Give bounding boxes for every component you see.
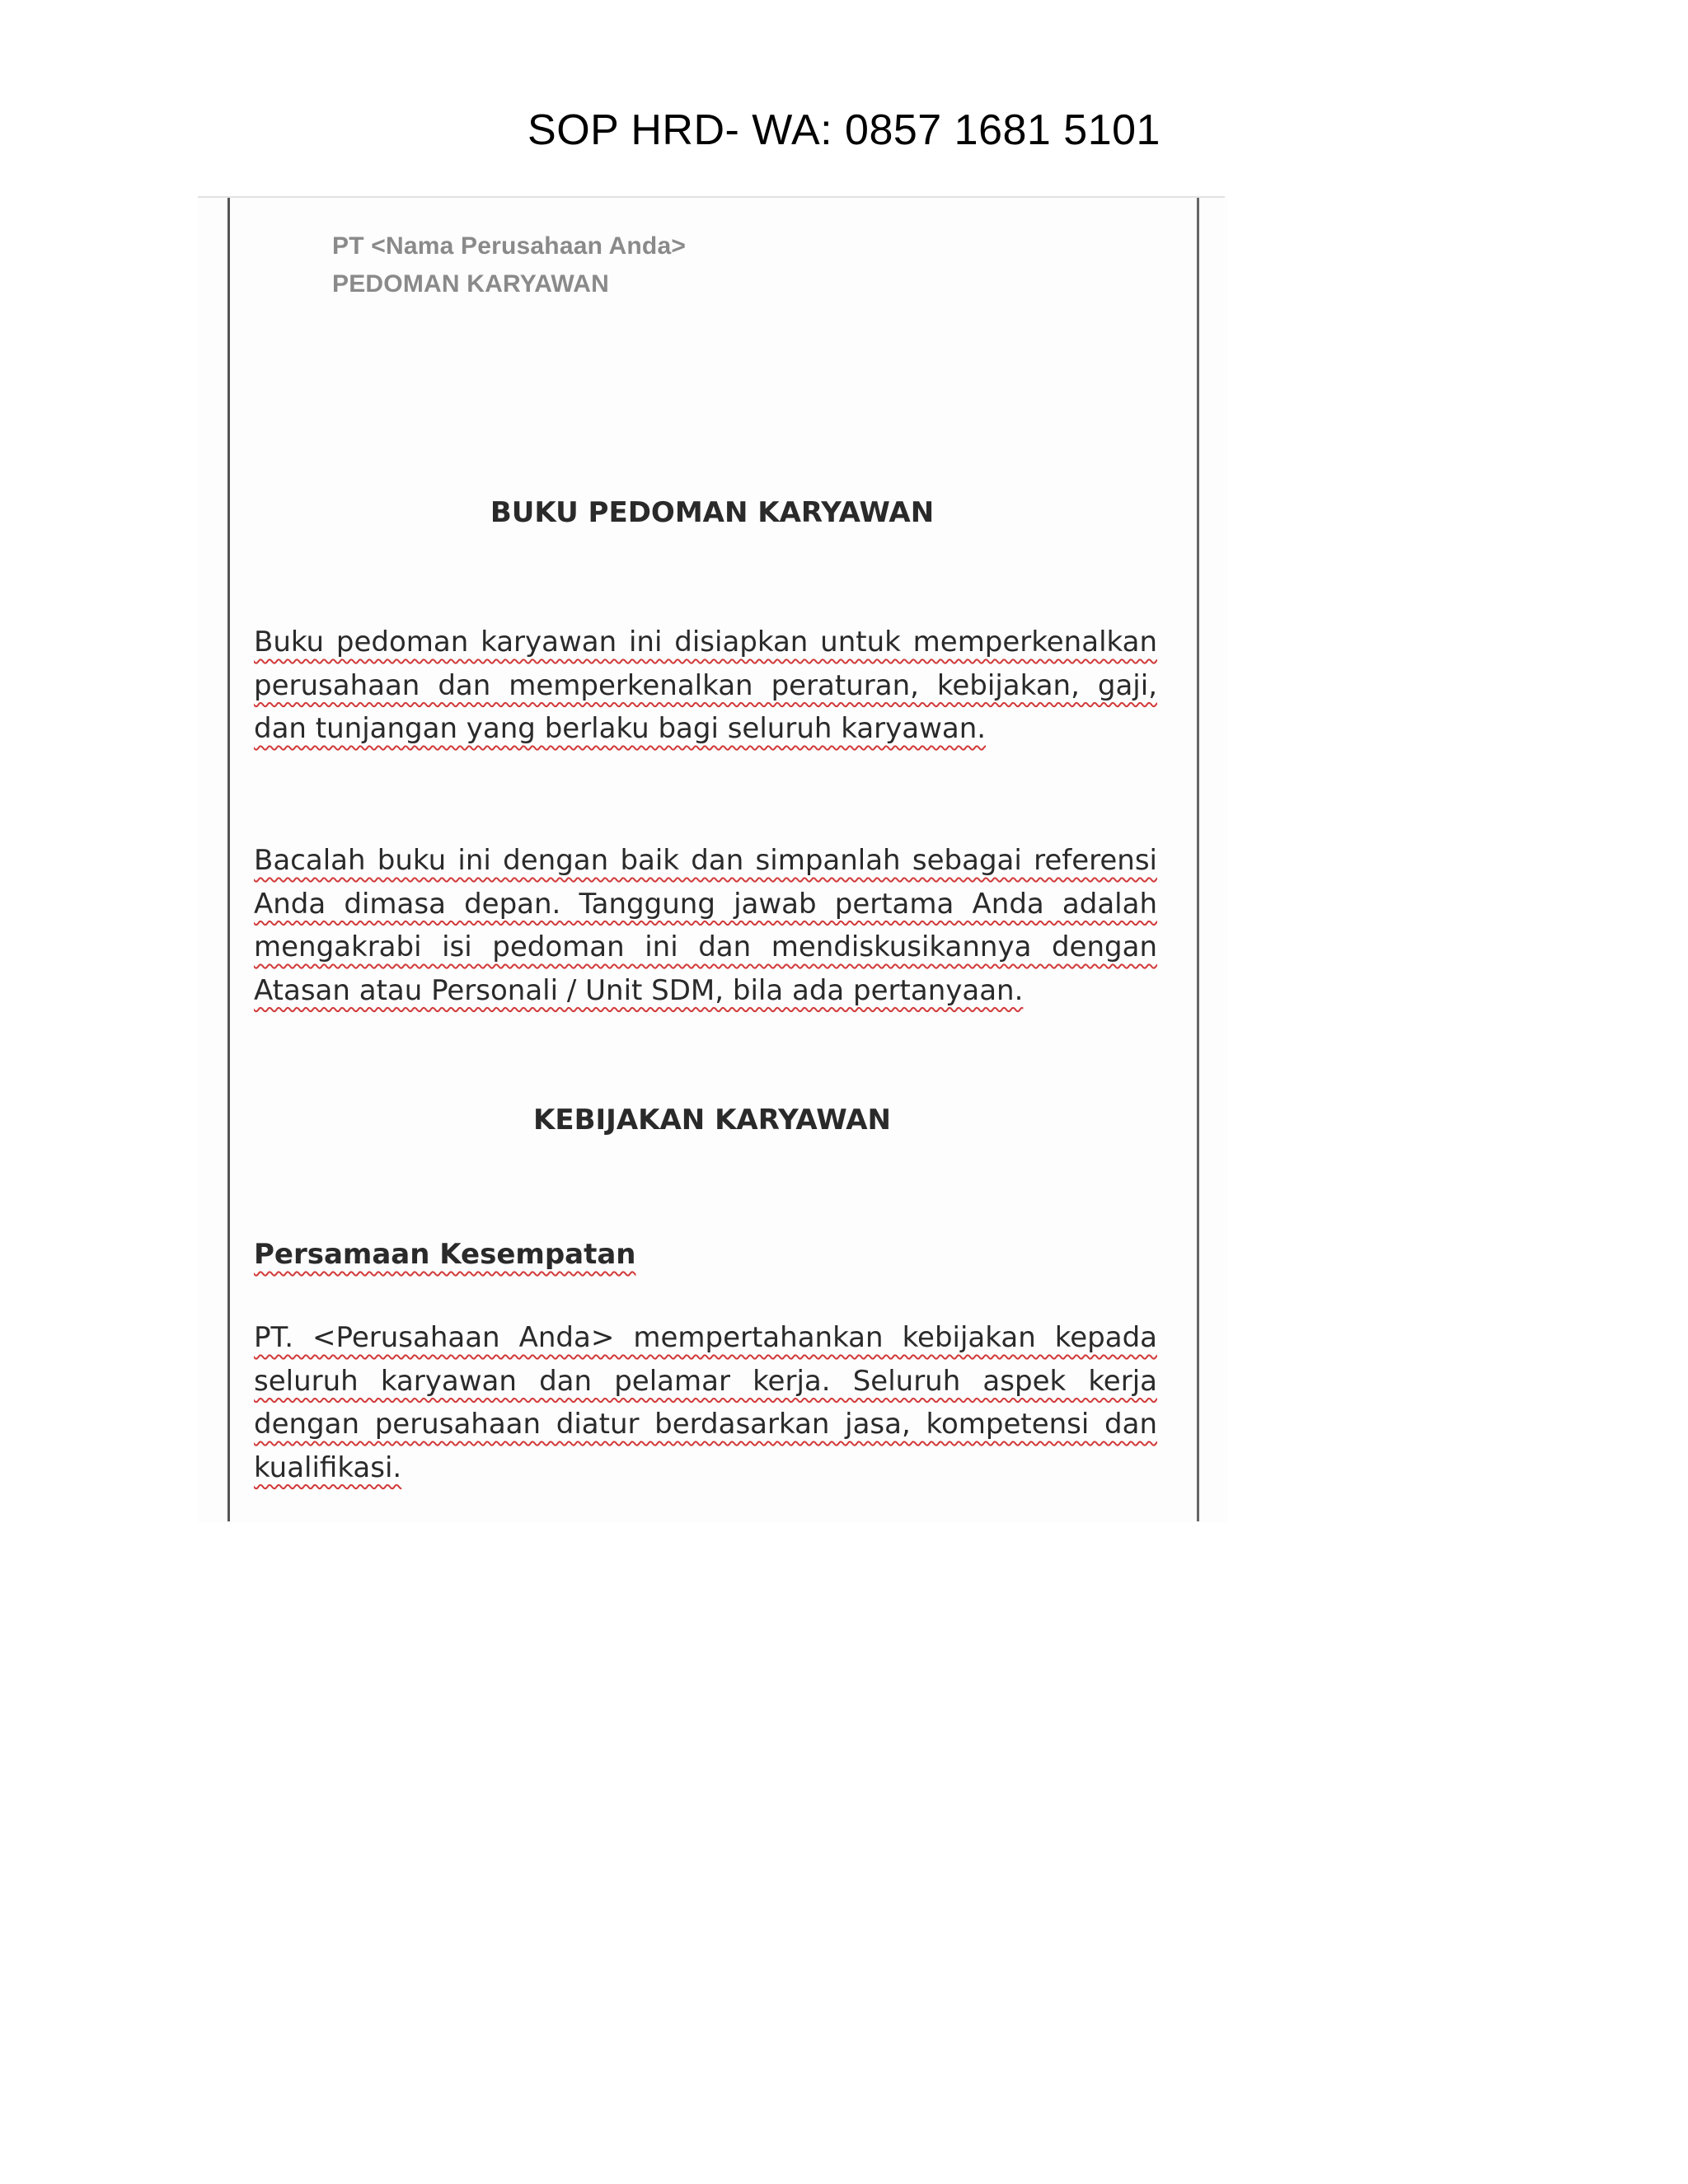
policy-title: KEBIJAKAN KARYAWAN <box>533 1104 891 1137</box>
intro-paragraph: Buku pedoman karyawan ini disiapkan untuk memperkenalkan perusahaan dan memperkenalkan peraturan, kebijakan, gaji, dan tunjangan yang berlaku bagi seluruh karyawan. <box>254 626 1157 745</box>
left-margin-rule <box>227 198 230 1521</box>
main-title: BUKU PEDOMAN KARYAWAN <box>490 496 935 529</box>
document-header <box>332 227 686 303</box>
top-rule <box>198 196 1225 198</box>
company-line: PT <Nama Perusahaan Anda> <box>332 232 687 260</box>
right-margin-rule <box>1197 198 1199 1521</box>
page-header: SOP HRD- WA: 0857 1681 5101 <box>528 106 1160 154</box>
document-label: PEDOMAN KARYAWAN <box>332 270 610 298</box>
subheading-equal-opportunity: Persamaan Kesempatan <box>254 1238 636 1271</box>
instruction-paragraph: Bacalah buku ini dengan baik dan simpanlah sebagai referensi Anda dimasa depan. Tanggung jawab pertama Anda adalah mengakrabi isi pedoman ini dan mendiskusikannya dengan Atasan atau Personali / Unit SDM, bila ada pertanyaan. <box>254 844 1157 1007</box>
scanned-document-image <box>198 196 1228 1523</box>
equal-opportunity-paragraph: PT. <Perusahaan Anda> mempertahankan kebijakan kepada seluruh karyawan dan pelamar kerja. Seluruh aspek kerja dengan perusahaan diatur berdasarkan jasa, kompetensi dan kualifikasi. <box>254 1321 1157 1484</box>
